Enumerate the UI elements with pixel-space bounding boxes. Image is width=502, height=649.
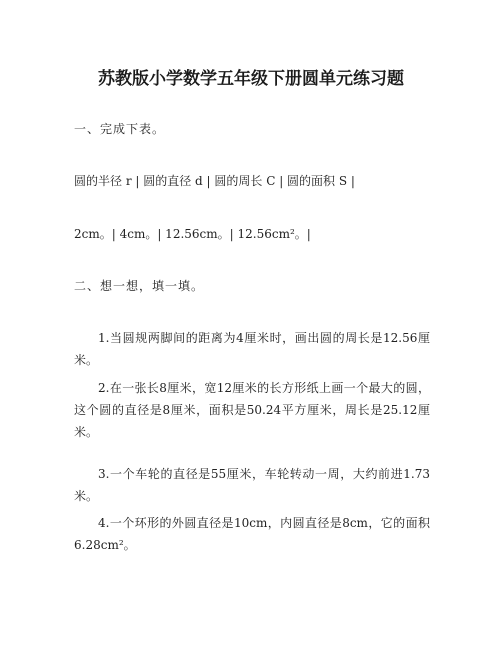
question-item-1: 1.当圆规两脚间的距离为4厘米时，画出圆的周长是12.56厘米。 — [74, 331, 430, 367]
question-item-2: 2.在一张长8厘米，宽12厘米的长方形纸上画一个最大的圆，这个圆的直径是8厘米，面积是50.24平方厘米，周长是25.12厘米。 — [74, 381, 430, 439]
section-heading-2: 二、想一想，填一填。 — [74, 279, 205, 293]
question-item-4: 4.一个环形的外圆直径是10cm，内圆直径是8cm，它的面积6.28cm²。 — [74, 516, 430, 552]
document-title: 苏教版小学数学五年级下册圆单元练习题 — [98, 69, 404, 89]
section-heading-1: 一、完成下表。 — [74, 122, 166, 136]
table-header-row: 圆的半径 r | 圆的直径 d | 圆的周长 C | 圆的面积 S | — [74, 174, 355, 188]
question-item-3: 3.一个车轮的直径是55厘米，车轮转动一周，大约前进1.73米。 — [74, 467, 430, 503]
table-data-row: 2cm。| 4cm。| 12.56cm。| 12.56cm²。| — [74, 227, 311, 241]
